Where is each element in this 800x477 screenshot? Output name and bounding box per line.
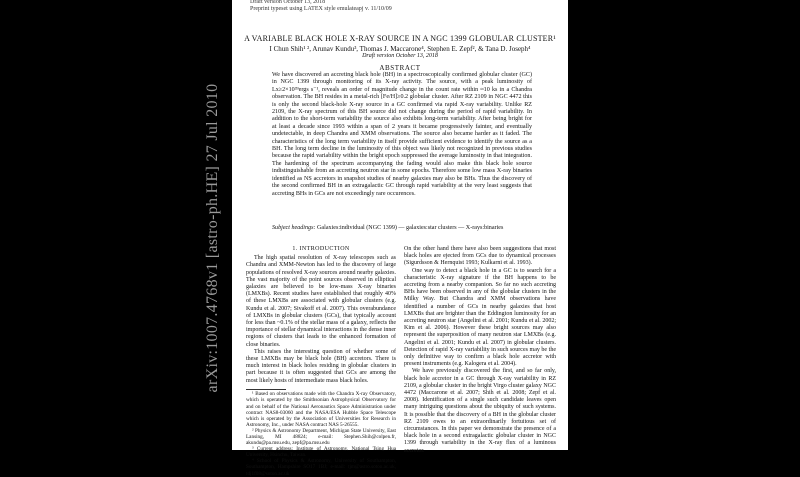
footnote-rule <box>246 389 286 390</box>
footnote-4: ⁴ School of Physics & Astronomy, University of Southampton, Southampton, Hampshire SO17 1BJ; e-mail: tjm@astro.soton.ac.uk, tdj1f08@soton.ac.uk <box>246 458 396 477</box>
right-column <box>404 246 556 455</box>
intro-paragraph-2: This raises the interesting question of whether some of these LMXBs may be black hole (BH) accretors. There is much interest in black holes residing in globular clusters in part because it is often suggested that GCs are among the most likely hosts of intermediate mass black holes. <box>246 348 396 384</box>
right-paragraph-3: We have previously discovered the first, and so far only, black hole accretor in a GC through X-ray variability in RZ 2109, a globular cluster in the bright Virgo cluster galaxy NGC 4472 (Maccarone et al. 2007; Shih et al. 2008; Zepf et al. 2008). Identification of a single such candidate leaves open many intriguing questions about the ubiquity of such systems. It is possible that the discovery of a BH in the globular cluster RZ 2109 owes to an extraordinarily fortuitous set of circumstances. In this paper we demonstrate the presence of a black hole in a second extragalactic globular cluster in NGC 1399 through variability in the X-ray flux of a luminous accretor. <box>404 368 556 454</box>
footnote-3: ³ Current address: Institute of Astronomy, National Tsing Hua University, Hsinchu, Taiwan. <box>246 446 396 459</box>
abstract-heading: ABSTRACT <box>379 64 421 72</box>
subject-headings-text: Galaxies:individual (NGC 1399) — galaxies:star clusters — X-rays:binaries <box>317 225 504 231</box>
abstract-text: We have discovered an accreting black hole (BH) in a spectroscopically confirmed globular cluster (GC) in NGC 1399 through monitoring of its X-ray activity. The source, with a peak luminosity of Lx≥2×10³⁹ergs s⁻¹, reveals an order of magnitude change in the count rate within ≈10 ks in a Chandra observation. The BH resides in a metal-rich [Fe/H]≥0.2 globular cluster. After RZ 2109 in NGC 4472 this is only the second black-hole X-ray source in a GC confirmed via rapid X-ray variability. Unlike RZ 2109, the X-ray spectrum of this BH source did not change during the period of rapid variability. In addition to the short-term variability the source also exhibits long-term variability. After being bright for at least a decade since 1993 within a span of 2 years it became progressively fainter, and eventually undetectable, in deep Chandra and XMM observations. The source also became harder as it faded. The characteristics of the long term variability in itself provide sufficient evidence to identify the source as a BH. The long term decline in the luminosity of this object was likely not recognized in previous studies because the rapid variability within the bright epoch suppressed the average luminosity in that integration. The hardening of the spectrum accompanying the fading would also make this black hole source indistinguishable from an accreting neutron star in some epochs. Therefore some low mass X-ray binaries identified as NS accretors in snapshot studies of nearby galaxies may also be BHs. Thus the discovery of the second confirmed BH in an extragalactic GC through rapid variability at the very least suggests that accreting BHs in GCs are not exceedingly rare occurences. <box>272 72 532 197</box>
arxiv-identifier: arXiv:1007.4768v1 [astro-ph.HE] 27 Jul 2010 <box>204 83 221 393</box>
header-typeset-note: Preprint typeset using LATEX style emulateapj v. 11/10/09 <box>250 6 392 12</box>
right-paragraph-1: On the other hand there have also been suggestions that most black holes are ejected from GCs due to dynamical processes (Sigurdsson & Hernquist 1993; Kulkarni et al. 1993). <box>404 246 556 267</box>
section-heading-introduction: 1. INTRODUCTION <box>292 246 350 252</box>
right-paragraph-2: One way to detect a black hole in a GC is to search for a characteristic X-ray signature if the BH happens to be accreting from a nearby companion. So far no such accreting BHs have been observed in any of the globular clusters in the Milky Way. But Chandra and XMM observations have identified a number of GCs in nearby galaxies that host LMXBs that are brighter than the Eddington luminosity for an accreting neutron star (Angelini et al. 2001; Kundu et al. 2002; Kim et al. 2006). However these bright sources may also represent the superposition of many neutron star LMXBs (e.g. Angelini et al. 2001; Kundu et al. 2007) in globular clusters. Detection of rapid X-ray variability in such sources may be the only definitive way to confirm a black hole accretor with present instruments (e.g. Kalogera et al. 2004). <box>404 267 556 368</box>
left-column <box>246 246 396 477</box>
footnote-1: ¹ Based on observations made with the Chandra X-ray Observatory, which is operated by the Smithsonian Astrophysical Observatory for and on behalf of the National Aeronautics Space Administration under contract NAS8-03060 and the NASA/ESA Hubble Space Telescope which is operated by the Association of Universities for Research in Astronomy, Inc., under NASA contract NAS 5-26555. <box>246 391 396 428</box>
draft-date: Draft version October 13, 2018 <box>362 53 438 59</box>
preprint-header <box>250 0 392 13</box>
subject-headings-label: Subject headings: <box>272 225 316 231</box>
author-list: I Chun Shih¹ ², Arunav Kundu³, Thomas J. Maccarone⁴, Stephen E. Zepf², & Tana D. Joseph⁴ <box>269 45 531 53</box>
paper-title: A VARIABLE BLACK HOLE X-RAY SOURCE IN A NGC 1399 GLOBULAR CLUSTER¹ <box>244 34 556 43</box>
subject-headings <box>272 225 532 232</box>
paper-page <box>232 0 568 477</box>
intro-paragraph-1: The high spatial resolution of X-ray telescopes such as Chandra and XMM-Newton has led to the discovery of large populations of resolved X-ray sources around nearby galaxies. The vast majority of the point sources observed in elliptical galaxies are believed to be low-mass X-ray binaries (LMXBs). Recent studies have established that roughly 40% of these LMXBs are associated with globular clusters (e.g. Kundu et al. 2007; Sivakoff et al. 2007). This overabundance of LMXBs in globular clusters (GCs), that typically account for less than ~0.1% of the stellar mass of a galaxy, reflects the importance of stellar dynamical interactions in the dense inner regions of clusters that leads to the enhanced formation of close binaries. <box>246 255 396 348</box>
footnote-2: ² Physics & Astronomy Department, Michigan State University, East Lansing, MI 48824; e-mail: Stephen.Shih@colpen.fr, akundu@pa.msu.edu, zepf@pa.msu.edu <box>246 427 396 447</box>
header-draft-version: Draft version October 13, 2018 <box>250 0 326 5</box>
